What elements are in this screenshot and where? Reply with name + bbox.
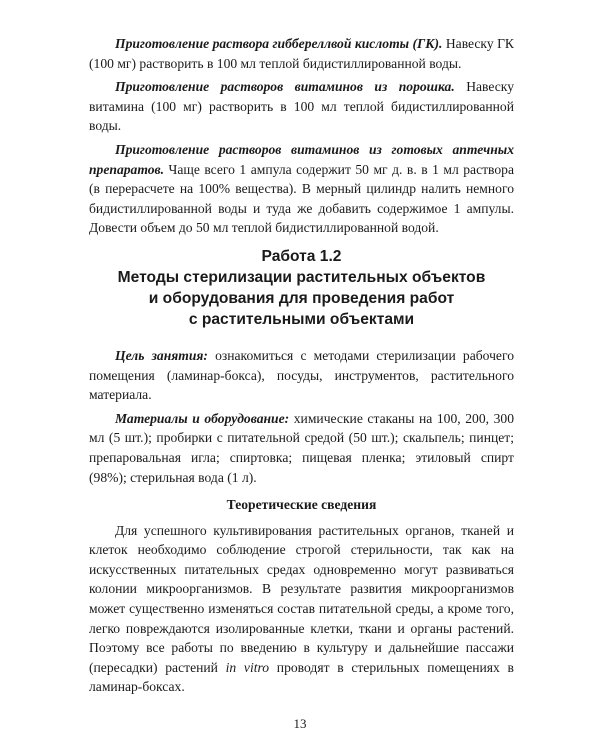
work-subtitle-line: Методы стерилизации растительных объектов <box>117 268 486 286</box>
materials-label: Материалы и оборудование: <box>115 410 290 426</box>
work-title: Работа 1.2 <box>261 247 342 265</box>
theory-text-before: Для успешного культивирования растительных органов, тканей и клеток необходимо соблюдение строгой стерильности, так как на искусственных питательных средах одновременно могут развиваться колонии микроорганизмов. В результате развития микроорганизмов может существенно изменяться состав питательной среды, а кроме того, легко повреждаются изолированные клетки, ткани и органы растений. Поэтому все работы по введению в культуру и дальнейшие пассажи (пересадки) растений <box>89 522 514 675</box>
paragraph-vitamins-ready <box>89 140 514 238</box>
paragraph-vitamins-powder <box>89 77 514 136</box>
theory-italic-term: in vitro <box>225 659 270 675</box>
paragraph-text: Навеску ГК (100 мг) растворить в 100 мл теплой бидистиллированной воды. <box>89 36 515 71</box>
paragraph-gibberellin <box>89 34 514 73</box>
goal-label: Цель занятия: <box>115 347 208 363</box>
paragraph-lead: Приготовление растворов витаминов из порошка. <box>115 79 455 95</box>
paragraph-text: Навеску витамина (100 мг) растворить в 100 мл теплой бидистиллированной воды. <box>89 79 514 134</box>
page-content <box>89 34 514 701</box>
paragraph-materials <box>89 409 514 487</box>
page-number: 13 <box>293 716 307 731</box>
work-heading <box>89 246 514 330</box>
paragraph-theory <box>89 521 514 697</box>
goal-text: ознакомиться с методами стерилизации рабочего помещения (ламинар-бокса), посуды, инструментов, растительного материала. <box>89 347 514 403</box>
paragraph-text: Чаще всего 1 ампула содержит 50 мг д. в. в 1 мл раствора (в перерасчете на 100% вещества). В мерный цилиндр налить немного бидистиллированной воды и туда же добавить содержимое 1 ампулы. Довести объем до 50 мл теплой бидистиллированной водой. <box>89 161 514 236</box>
materials-text: химические стаканы на 100, 200, 300 мл (5 шт.); пробирки с питательной средой (50 шт.); скальпель; пинцет; препаровальная игла; спиртовка; пищевая пленка; этиловый спирт (98%); стерильная вода (1 л). <box>89 410 514 485</box>
work-subtitle-line: с растительными объектами <box>188 310 415 328</box>
paragraph-goal <box>89 346 514 405</box>
theory-heading: Теоретические сведения <box>226 497 377 513</box>
paragraph-lead: Приготовление раствора гиббереллвой кислоты (ГК). <box>115 36 443 51</box>
theory-text-after: проводят в стерильных помещениях в ламинар-боксах. <box>89 659 514 695</box>
work-subtitle-line: и оборудования для проведения работ <box>148 289 455 307</box>
paragraph-lead: Приготовление растворов витаминов из готовых аптечных препаратов. <box>89 141 514 177</box>
